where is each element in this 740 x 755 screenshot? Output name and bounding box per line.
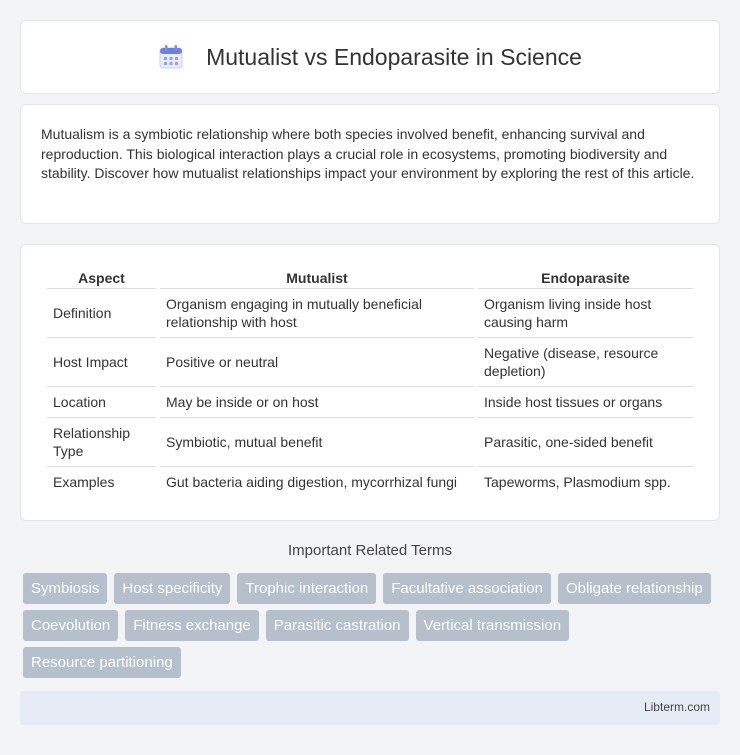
table-cell: Organism living inside host causing harm: [478, 289, 693, 338]
table-cell: Negative (disease, resource depletion): [478, 338, 693, 387]
table-row: [47, 467, 693, 497]
header-card: [20, 20, 720, 94]
related-terms-list: [23, 573, 723, 684]
footer: [20, 691, 720, 725]
table-row: [47, 289, 693, 338]
column-header-aspect: Aspect: [47, 267, 156, 289]
table-cell: Parasitic, one-sided benefit: [478, 418, 693, 467]
table-row: [47, 418, 693, 467]
term-tag[interactable]: Vertical transmission: [416, 610, 570, 641]
term-tag[interactable]: Fitness exchange: [125, 610, 259, 641]
table-cell: Symbiotic, mutual benefit: [160, 418, 474, 467]
table-cell: Definition: [47, 289, 156, 338]
table-cell: Gut bacteria aiding digestion, mycorrhizal fungi: [166, 474, 458, 490]
table-cell: Location: [47, 387, 156, 418]
intro-text: Mutualism is a symbiotic relationship where both species involved benefit, enhancing survival and reproduction. This biological interaction plays a crucial role in ecosystems, promoting biodiversity and stability. Discover how mutualist relationships impact your environment by exploring the rest of this article.: [41, 126, 695, 181]
term-tag[interactable]: Facultative association: [383, 573, 551, 604]
table-cell: Inside host tissues or organs: [478, 387, 693, 418]
intro-card: [20, 104, 720, 224]
comparison-table: [43, 267, 697, 497]
calendar-icon: [158, 44, 184, 70]
table-cell: Examples: [53, 474, 115, 490]
term-tag[interactable]: Symbiosis: [23, 573, 107, 604]
table-cell: Positive or neutral: [160, 338, 474, 387]
table-cell: Host Impact: [47, 338, 156, 387]
table-row: [47, 338, 693, 387]
table-cell: Tapeworms, Plasmodium spp.: [484, 474, 671, 490]
comparison-table-card: [20, 244, 720, 521]
table-cell: Organism engaging in mutually beneficial relationship with host: [160, 289, 474, 338]
term-tag[interactable]: Trophic interaction: [237, 573, 376, 604]
table-row: [47, 387, 693, 418]
table-cell: Relationship Type: [47, 418, 156, 467]
table-cell: May be inside or on host: [160, 387, 474, 418]
term-tag[interactable]: Obligate relationship: [558, 573, 711, 604]
term-tag[interactable]: Resource partitioning: [23, 647, 181, 678]
table-header-row: [47, 267, 693, 289]
footer-site-link[interactable]: Libterm.com: [643, 700, 710, 714]
related-terms-title: Important Related Terms: [288, 542, 452, 559]
page-title: Mutualist vs Endoparasite in Science: [206, 43, 582, 70]
term-tag[interactable]: Parasitic castration: [266, 610, 409, 641]
column-header-mutualist: Mutualist: [160, 267, 474, 289]
term-tag[interactable]: Host specificity: [114, 573, 230, 604]
term-tag[interactable]: Coevolution: [23, 610, 118, 641]
column-header-endoparasite: Endoparasite: [478, 267, 693, 289]
